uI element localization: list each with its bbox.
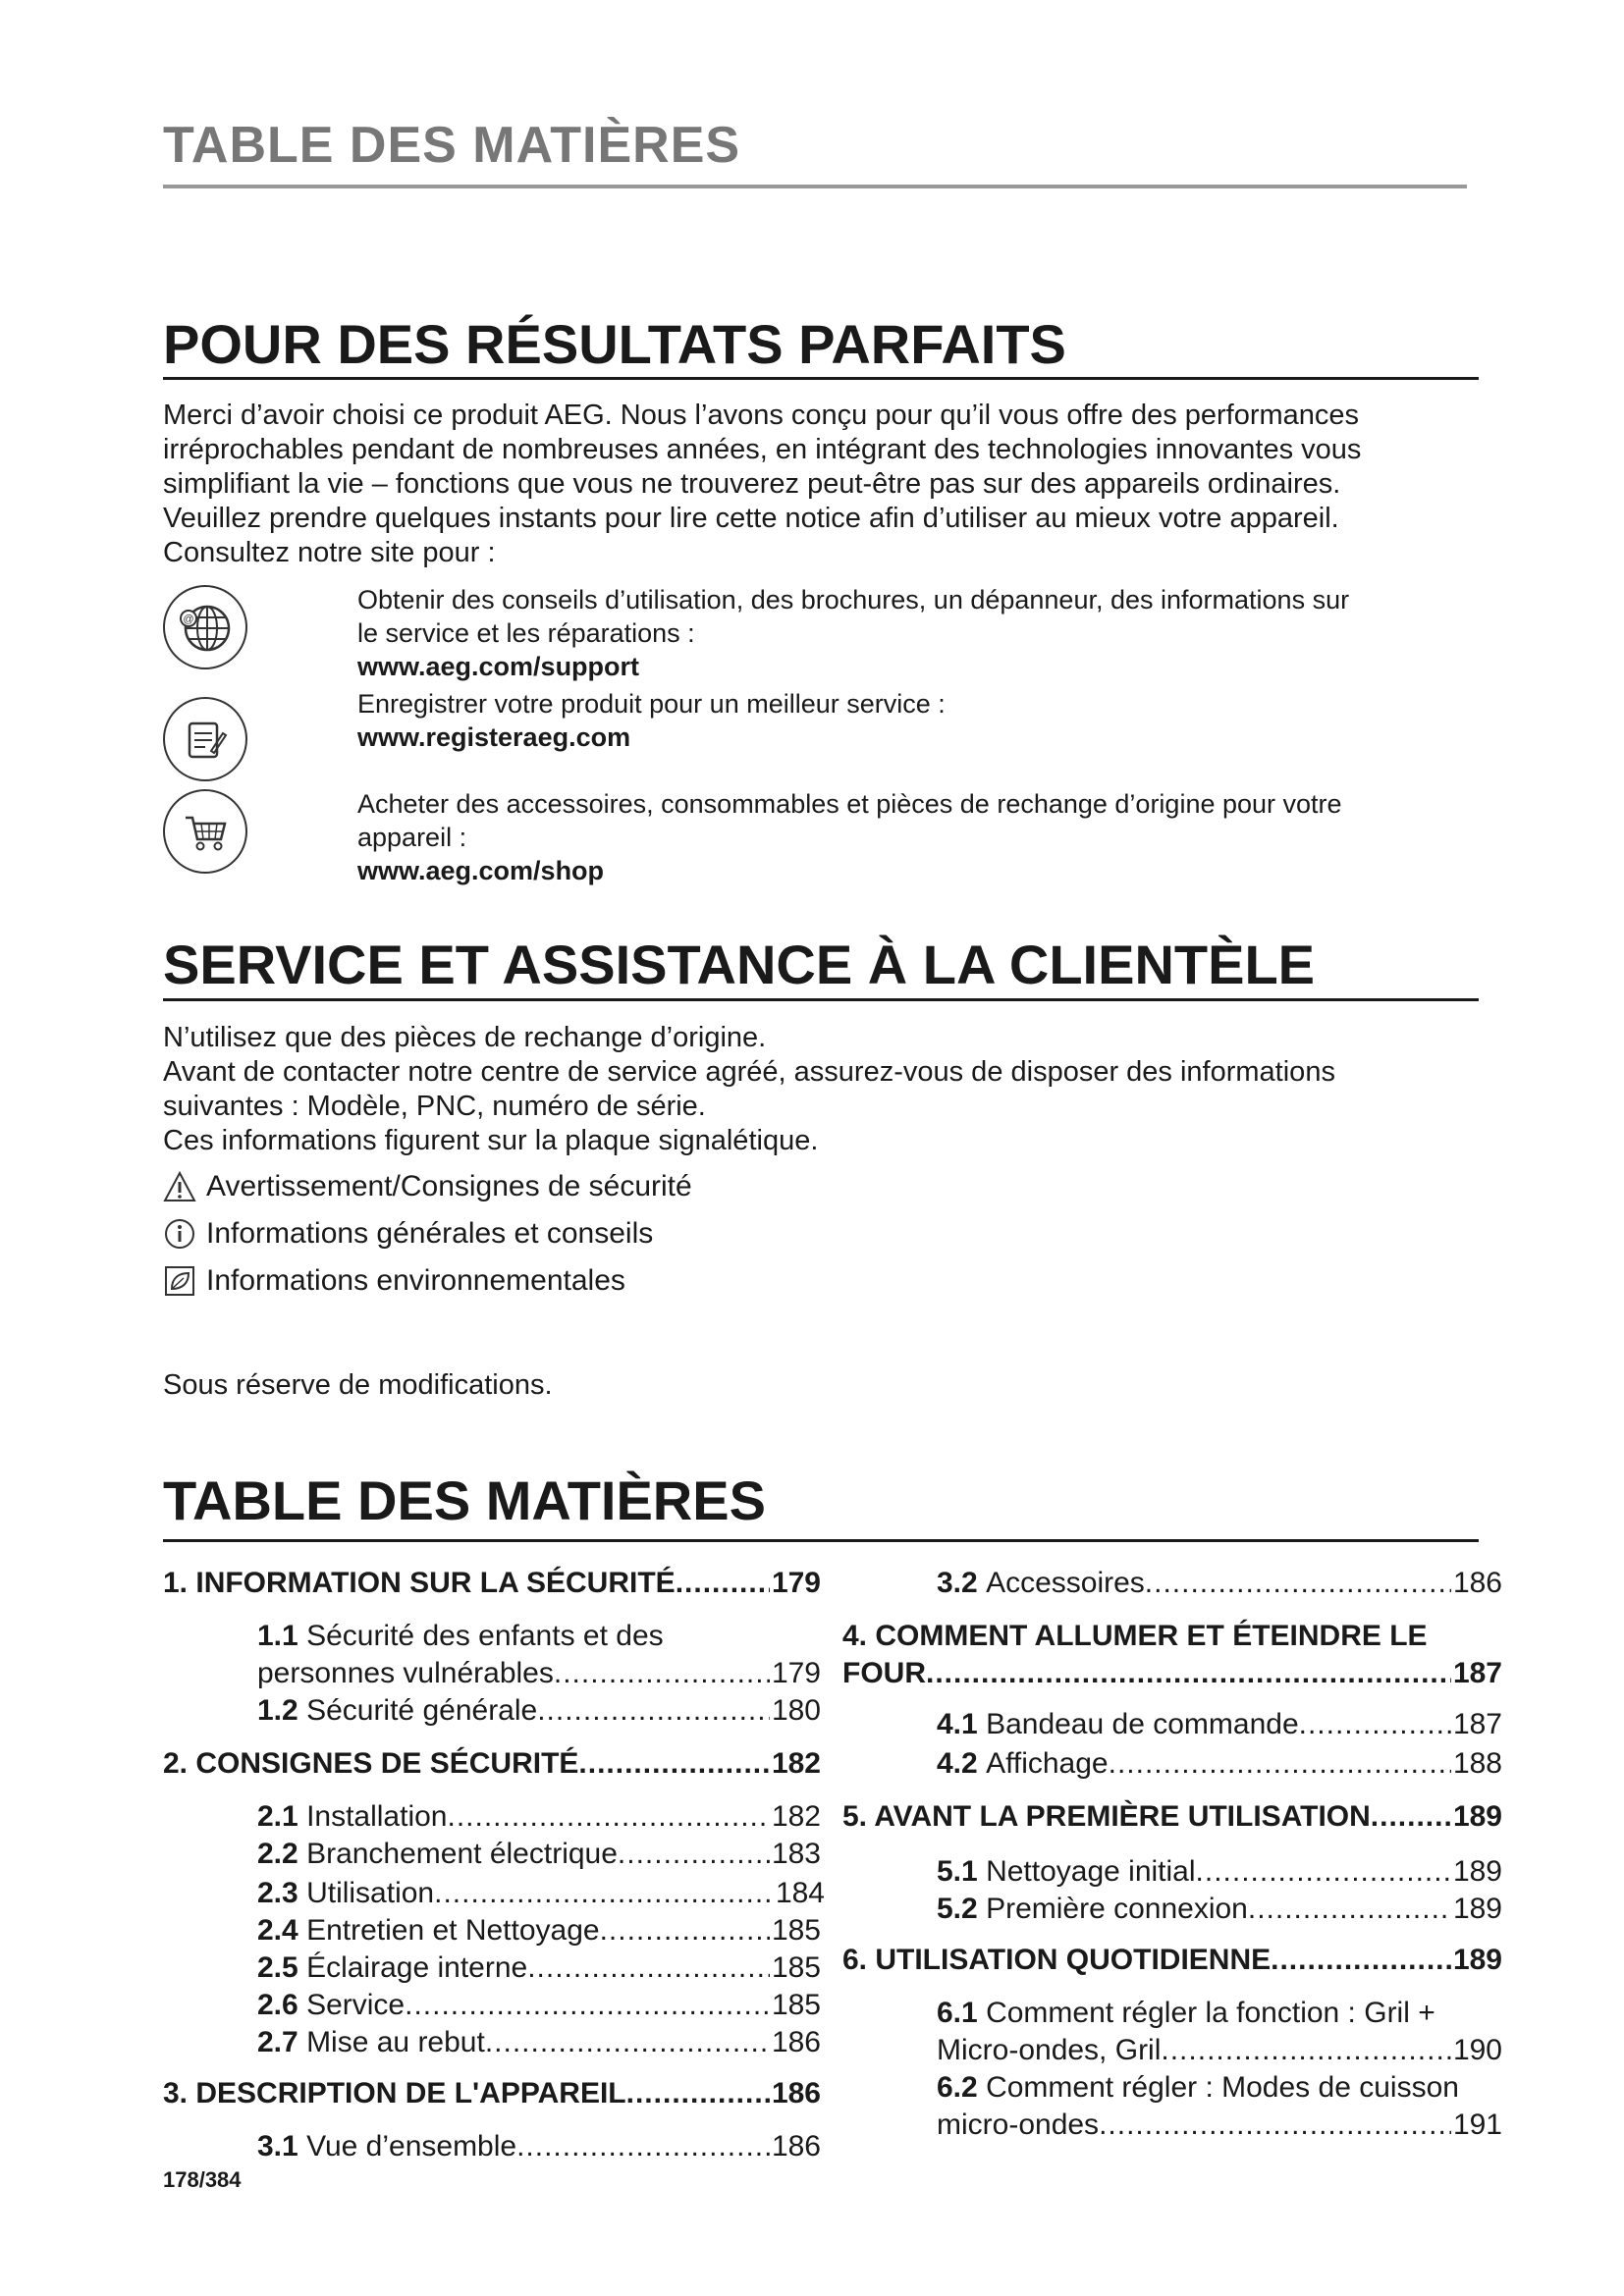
toc-entry-label: Branchement électrique: [306, 1838, 618, 1870]
toc-page: 189: [1452, 1800, 1502, 1833]
legend-label: Informations générales et conseils: [206, 1217, 654, 1250]
toc-entry-2-3[interactable]: [257, 1877, 825, 1910]
toc-page: 185: [771, 1951, 821, 1984]
intro-line: simplifiant la vie – fonctions que vous ne trouverez peut-être pas sur des appareils ordinaires.: [163, 468, 1341, 500]
toc-entry-number: 2.1: [257, 1800, 298, 1833]
intro-line: Merci d’avoir choisi ce produit AEG. Nous l’avons conçu pour qu’il vous offre des performances: [163, 400, 1360, 431]
toc-page: 180: [771, 1694, 821, 1727]
service-section-title: SERVICE ET ASSISTANCE À LA CLIENTÈLE: [163, 934, 1316, 995]
toc-entry-label: Première connexion: [986, 1893, 1248, 1925]
toc-entry-label: Accessoires: [986, 1567, 1145, 1599]
legend-row-environment: [163, 1264, 625, 1298]
toc-entry-6-1[interactable]: [937, 1997, 1435, 2030]
toc-chapter-label: 1. INFORMATION SUR LA SÉCURITÉ: [163, 1567, 676, 1599]
toc-entry-number: 2.3: [257, 1877, 298, 1909]
toc-chapter-4-cont[interactable]: [842, 1657, 1502, 1690]
toc-chapter-3[interactable]: [163, 2077, 821, 2110]
leaf-icon: [163, 1264, 196, 1298]
toc-entry-number: 4.1: [937, 1708, 978, 1740]
toc-page: 179: [771, 1567, 821, 1599]
legend-label: Informations environnementales: [206, 1264, 625, 1297]
toc-entry-number: 1.1: [257, 1620, 298, 1652]
toc-entry-number: 2.7: [257, 2026, 298, 2058]
cart-icon: [163, 789, 247, 874]
toc-page: 186: [1452, 1567, 1502, 1599]
page-header-title: TABLE DES MATIÈRES: [163, 117, 741, 174]
toc-page: 189: [1452, 1855, 1502, 1888]
link-description: Enregistrer votre produit pour un meilleur service :: [357, 689, 946, 719]
intro-line: Consultez notre site pour :: [163, 537, 496, 568]
toc-page: 185: [771, 1989, 821, 2021]
toc-entry-label: Comment régler la fonction : Gril +: [986, 1997, 1435, 2029]
toc-entry-2-1[interactable]: [257, 1800, 821, 1834]
toc-entry-label: Mise au rebut: [306, 2026, 485, 2058]
legend-label: Avertissement/Consignes de sécurité: [206, 1170, 692, 1202]
legend-row-warning: [163, 1170, 692, 1203]
toc-entry-label: Bandeau de commande: [986, 1708, 1299, 1740]
toc-chapter-label: 4. COMMENT ALLUMER ET ÉTEINDRE LE: [842, 1620, 1428, 1652]
toc-entry-2-2[interactable]: [257, 1838, 821, 1871]
toc-entry-number: 3.2: [937, 1567, 978, 1599]
toc-page: 188: [1452, 1747, 1502, 1780]
toc-entry-label: Installation: [306, 1800, 448, 1833]
toc-entry-1-1[interactable]: [257, 1620, 664, 1653]
service-line: Ces informations figurent sur la plaque signalétique.: [163, 1125, 819, 1156]
toc-entry-label: Service: [306, 1989, 406, 2021]
info-icon: [163, 1217, 196, 1251]
toc-entry-label: Comment régler : Modes de cuisson: [986, 2071, 1459, 2104]
toc-page: 186: [771, 2026, 821, 2058]
toc-entry-number: 2.4: [257, 1914, 298, 1947]
toc-chapter-5[interactable]: [842, 1800, 1502, 1834]
toc-entry-4-1[interactable]: [937, 1708, 1502, 1741]
toc-chapter-label: 5. AVANT LA PREMIÈRE UTILISATION: [842, 1800, 1371, 1833]
intro-line: Veuillez prendre quelques instants pour lire cette notice afin d’utiliser au mieux votre appareil.: [163, 503, 1339, 534]
toc-section-divider: [163, 1539, 1479, 1542]
toc-page: 179: [771, 1657, 821, 1689]
toc-entry-number: 4.2: [937, 1747, 978, 1780]
toc-chapter-2[interactable]: [163, 1747, 821, 1781]
toc-page: 184: [775, 1877, 825, 1909]
link-description: Acheter des accessoires, consommables et pièces de rechange d’origine pour votre: [357, 789, 1342, 819]
service-line: Avant de contacter notre centre de service agréé, assurez-vous de disposer des informations: [163, 1056, 1335, 1088]
toc-page: 191: [1452, 2109, 1502, 2141]
toc-page: 182: [771, 1747, 821, 1780]
toc-entry-label: Micro-ondes, Gril: [937, 2034, 1162, 2066]
shop-url-link[interactable]: www.aeg.com/shop: [357, 856, 605, 885]
register-icon: [163, 697, 247, 781]
support-link-block: [357, 583, 1477, 683]
toc-entry-6-2[interactable]: [937, 2071, 1459, 2105]
page-number: 178/384: [163, 2167, 242, 2192]
service-paragraph: [163, 1021, 1479, 1158]
toc-entry-number: 6.1: [937, 1997, 978, 2029]
toc-entry-2-4[interactable]: [257, 1914, 821, 1948]
register-link-block: [357, 687, 1477, 754]
toc-entry-5-1[interactable]: [937, 1855, 1502, 1889]
toc-entry-1-2[interactable]: [257, 1694, 821, 1728]
toc-entry-number: 2.6: [257, 1989, 298, 2021]
toc-section-title: TABLE DES MATIÈRES: [163, 1469, 766, 1531]
link-description: appareil :: [357, 823, 467, 852]
intro-paragraph: [163, 399, 1479, 570]
toc-chapter-4[interactable]: [842, 1620, 1428, 1653]
warning-icon: [163, 1170, 196, 1203]
toc-entry-number: 5.2: [937, 1893, 978, 1925]
toc-page: 187: [1452, 1657, 1502, 1689]
toc-entry-number: 6.2: [937, 2071, 978, 2104]
support-url-link[interactable]: www.aeg.com/support: [357, 652, 640, 681]
toc-entry-6-1-cont[interactable]: [937, 2034, 1502, 2067]
toc-page: 190: [1452, 2034, 1502, 2066]
toc-entry-number: 2.2: [257, 1838, 298, 1870]
intro-section-title: POUR DES RÉSULTATS PARFAITS: [163, 313, 1066, 375]
service-line: N’utilisez que des pièces de rechange d’origine.: [163, 1022, 767, 1053]
toc-entry-label: Éclairage interne: [306, 1951, 528, 1984]
toc-entry-number: 1.2: [257, 1694, 298, 1727]
toc-page: 187: [1452, 1708, 1502, 1740]
shop-link-block: [357, 787, 1477, 887]
toc-page: 186: [771, 2077, 821, 2109]
toc-entry-label: Sécurité générale: [306, 1694, 538, 1727]
toc-chapter-label: 2. CONSIGNES DE SÉCURITÉ: [163, 1747, 579, 1780]
toc-entry-2-7[interactable]: [257, 2026, 821, 2059]
toc-page: 189: [1452, 1944, 1502, 1976]
toc-entry-label: Vue d’ensemble: [306, 2130, 517, 2163]
toc-entry-number: 5.1: [937, 1855, 978, 1888]
toc-entry-label: Utilisation: [306, 1877, 435, 1909]
svg-text:@: @: [183, 614, 194, 625]
toc-chapter-1[interactable]: [163, 1567, 821, 1600]
toc-page: 185: [771, 1914, 821, 1947]
toc-entry-3-2[interactable]: [937, 1567, 1502, 1600]
toc-page: 183: [771, 1838, 821, 1870]
toc-entry-label: micro-ondes: [937, 2109, 1100, 2141]
toc-entry-label: personnes vulnérables: [257, 1657, 554, 1689]
toc-entry-number: 3.1: [257, 2130, 298, 2163]
toc-page: 189: [1452, 1893, 1502, 1925]
toc-page: 182: [771, 1800, 821, 1833]
intro-line: irréprochables pendant de nombreuses années, en intégrant des technologies innovantes vous: [163, 434, 1362, 465]
toc-entry-6-2-cont[interactable]: [937, 2109, 1502, 2142]
service-section-divider: [163, 998, 1479, 1001]
intro-section-divider: [163, 377, 1479, 380]
toc-page: 186: [771, 2130, 821, 2163]
register-url-link[interactable]: www.registeraeg.com: [357, 722, 631, 752]
toc-entry-4-2[interactable]: [937, 1747, 1502, 1781]
header-divider: [163, 185, 1467, 188]
toc-entry-label: Affichage: [986, 1747, 1109, 1780]
globe-icon: [163, 585, 247, 669]
toc-entry-1-1-cont[interactable]: [257, 1657, 821, 1690]
toc-chapter-6[interactable]: [842, 1944, 1502, 1977]
toc-entry-label: Entretien et Nettoyage: [306, 1914, 600, 1947]
toc-entry-label: Nettoyage initial: [986, 1855, 1196, 1888]
toc-chapter-label: 6. UTILISATION QUOTIDIENNE: [842, 1944, 1272, 1976]
toc-entry-label: Sécurité des enfants et des: [306, 1620, 664, 1652]
link-description: le service et les réparations :: [357, 618, 695, 648]
toc-chapter-label: FOUR: [842, 1657, 926, 1689]
toc-entry-5-2[interactable]: [937, 1893, 1502, 1926]
toc-entry-2-6[interactable]: [257, 1989, 821, 2022]
toc-entry-number: 2.5: [257, 1951, 298, 1984]
modification-note: Sous réserve de modifications.: [163, 1369, 553, 1401]
toc-entry-3-1[interactable]: [257, 2130, 821, 2163]
toc-chapter-label: 3. DESCRIPTION DE L'APPAREIL: [163, 2077, 626, 2109]
service-line: suivantes : Modèle, PNC, numéro de série.: [163, 1091, 706, 1122]
toc-entry-2-5[interactable]: [257, 1951, 821, 1985]
link-description: Obtenir des conseils d’utilisation, des brochures, un dépanneur, des informations sur: [357, 585, 1350, 614]
legend-row-info: [163, 1217, 653, 1251]
